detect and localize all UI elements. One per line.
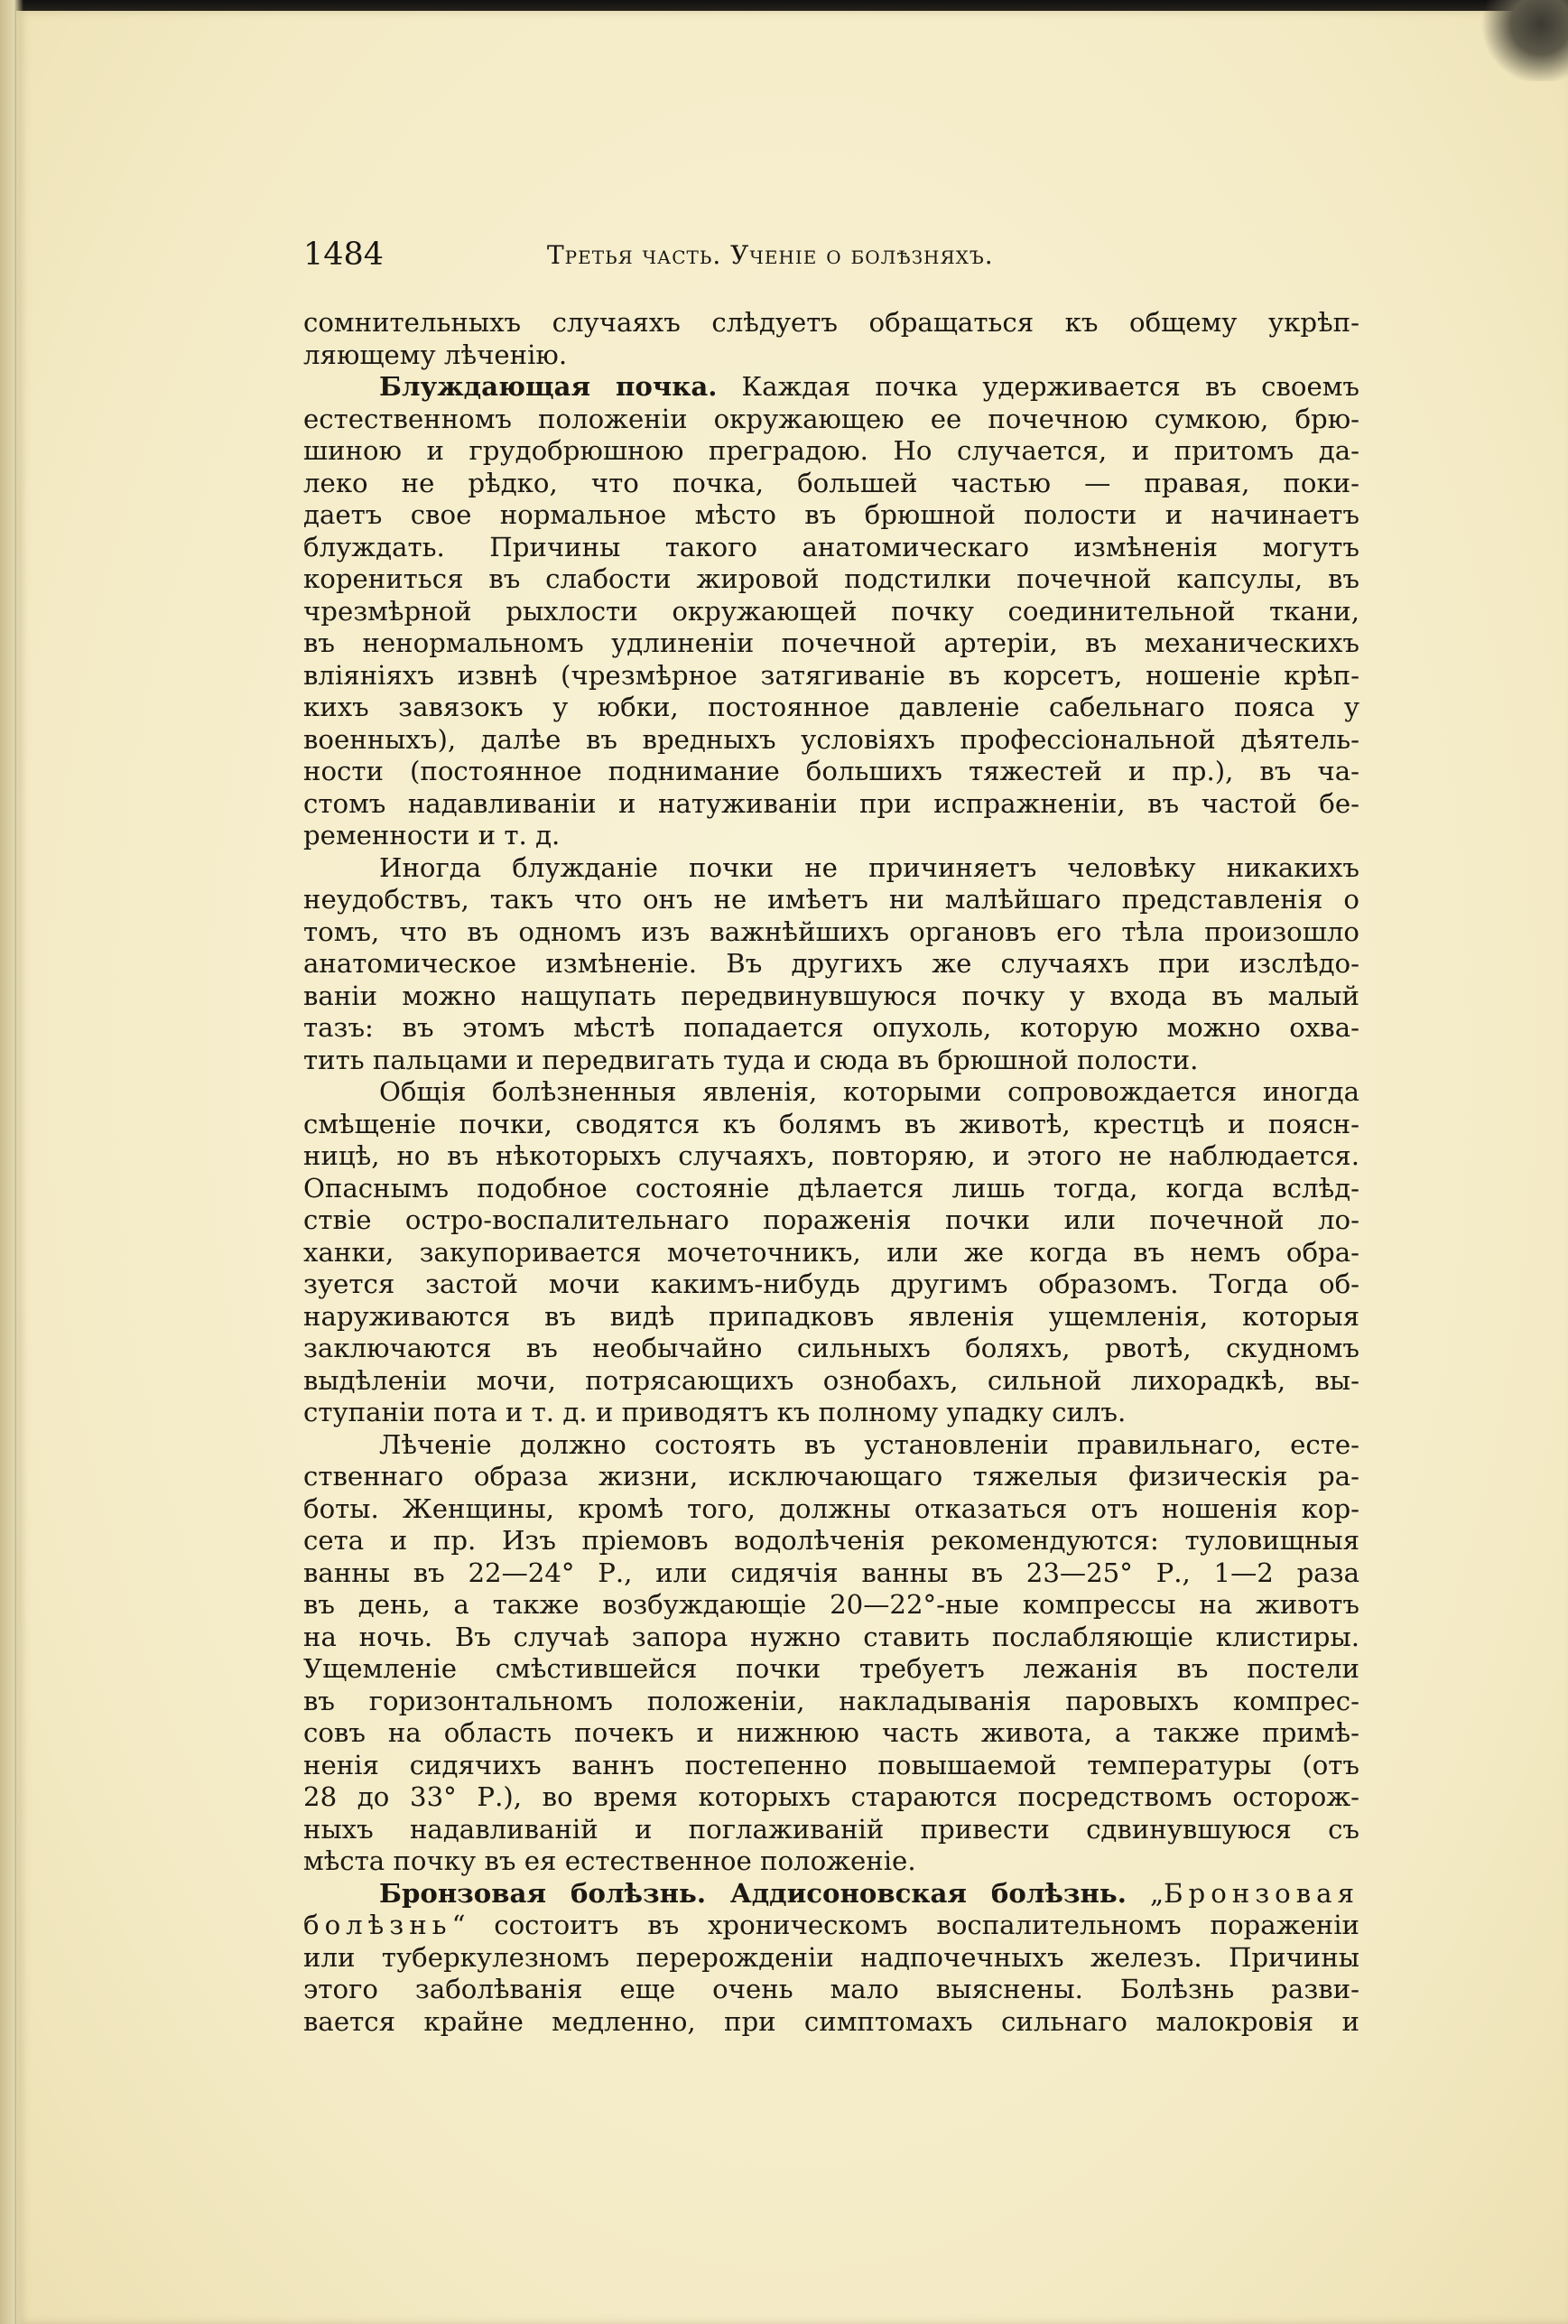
text-line: вается крайне медленно, при симптомахъ сильнаго малокровія и: [303, 2005, 1359, 2037]
page-header: [303, 231, 1369, 278]
text-line: ненія сидячихъ ваннъ постепенно повышаемой температуры (отъ: [303, 1749, 1359, 1780]
section-heading-line: Бронзовая болѣзнь. Аддисоновская болѣзнь. „Бронзовая: [379, 1877, 1359, 1909]
text-line: ныхъ надавливаній и поглаживаній привести сдвинувшуюся съ: [303, 1813, 1359, 1845]
section-heading-bronze-disease: Бронзовая болѣзнь. Аддисоновская болѣзнь.: [379, 1877, 1127, 1909]
text-line: ступаніи пота и т. д. и приводятъ къ полному упадку силъ.: [303, 1397, 1127, 1427]
text-line: въ горизонтальномъ положеніи, накладыванія паровыхъ компрес-: [303, 1685, 1359, 1716]
text-line: 28 до 33° Р.), во время которыхъ стараются посредствомъ осторож-: [303, 1781, 1359, 1812]
text-line: естественномъ положеніи окружающею ее почечною сумкою, брю-: [303, 403, 1359, 434]
text-line: Опаснымъ подобное состояніе дѣлается лишь тогда, когда вслѣд-: [303, 1172, 1359, 1204]
text-line: томъ, что въ одномъ изъ важнѣйшихъ органовъ его тѣла произошло: [303, 916, 1359, 947]
section-heading-wandering-kidney: Блуждающая почка.: [379, 371, 718, 402]
text-line: блуждать. Причины такого анатомическаго измѣненія могутъ: [303, 531, 1359, 562]
text-line: ванны въ 22—24° Р., или сидячія ванны въ 23—25° Р., 1—2 раза: [303, 1557, 1359, 1588]
text-line: зуется застой мочи какимъ-нибудь другимъ образомъ. Тогда об-: [303, 1269, 1359, 1299]
text-line: сета и пр. Изъ пріемовъ водолѣченія рекомендуются: туловищныя: [303, 1525, 1359, 1556]
text-line: ности (постоянное поднимание большихъ тяжестей и пр.), въ ча-: [303, 756, 1359, 786]
text-line: вліяніяхъ извнѣ (чрезмѣрное затягиваніе въ корсетъ, ношеніе крѣп-: [303, 659, 1359, 691]
text-line: Ущемленіе смѣстившейся почки требуетъ лежанія въ постели: [303, 1653, 1359, 1684]
text-line: наруживаются въ видѣ припадковъ явленія ущемленія, которыя: [303, 1300, 1359, 1332]
text-line: тить пальцами и передвигать туда и сюда въ брюшной полости.: [303, 1044, 1199, 1075]
text-line: Общія болѣзненныя явленія, которыми сопровождается иногда: [379, 1076, 1359, 1107]
text-line: даетъ свое нормальное мѣсто въ брюшной полости и начинаетъ: [303, 499, 1359, 530]
text-line: анатомическое измѣненіе. Въ другихъ же случаяхъ при изслѣдо-: [303, 948, 1359, 979]
text-line: корениться въ слабости жировой подстилки почечной капсулы, въ: [303, 563, 1359, 594]
text-line: мѣста почку въ ея естественное положеніе.: [303, 1845, 916, 1876]
corner-tab-decoration: [1478, 0, 1568, 81]
section-heading-line: Блуждающая почка. Каждая почка удерживается въ своемъ: [379, 371, 1359, 402]
text-line: въ день, а также возбуждающіе 20—22°-ные компрессы на животъ: [303, 1589, 1359, 1620]
text-line: на ночь. Въ случаѣ запора нужно ставить послабляющіе клистиры.: [303, 1621, 1359, 1652]
text-line: этого заболѣванія еще очень мало выяснены. Болѣзнь разви-: [303, 1974, 1359, 2004]
text-line: совъ на область почекъ и нижнюю часть живота, а также примѣ-: [303, 1717, 1359, 1748]
text-line: шиною и грудобрюшною преградою. Но случается, и притомъ да-: [303, 435, 1359, 466]
text-line: неудобствъ, такъ что онъ не имѣетъ ни малѣйшаго представленія о: [303, 884, 1359, 915]
running-head: Третья часть. Ученіе о болѣзняхъ.: [547, 240, 994, 270]
body-text: [303, 307, 1359, 2038]
text-line: боты. Женщины, кромѣ того, должны отказаться отъ ношенія кор-: [303, 1492, 1359, 1524]
text-line: въ ненормальномъ удлиненіи почечной артеріи, въ механическихъ: [303, 627, 1359, 658]
text-line: кихъ завязокъ у юбки, постоянное давленіе сабельнаго пояса у: [303, 692, 1359, 722]
text-line: заключаются въ необычайно сильныхъ боляхъ, рвотѣ, скудномъ: [303, 1333, 1359, 1363]
text-line: выдѣленіи мочи, потрясающихъ ознобахъ, сильной лихорадкѣ, вы-: [303, 1364, 1359, 1396]
text-line: ханки, закупоривается мочеточникъ, или же когда въ немъ обра-: [303, 1236, 1359, 1268]
text-line: Лѣченіе должно состоять въ установленіи правильнаго, есте-: [379, 1428, 1359, 1460]
page-number: 1484: [303, 237, 385, 273]
text-line: ваніи можно нащупать передвинувшуюся почку у входа въ малый: [303, 980, 1359, 1011]
text-line: Иногда блужданіе почки не причиняетъ человѣку никакихъ: [379, 851, 1359, 883]
text-line: смѣщеніе почки, сводятся къ болямъ въ животѣ, крестцѣ и поясн-: [303, 1108, 1359, 1139]
text-line: ственнаго образа жизни, исключающаго тяжелыя физическія ра-: [303, 1461, 1359, 1492]
text-line: ницѣ, но въ нѣкоторыхъ случаяхъ, повторяю, и этого не наблюдается.: [303, 1140, 1359, 1171]
page-binding-edge: [0, 0, 23, 2324]
text-line: ляющему лѣченію.: [303, 339, 568, 370]
text-line: ствіе остро-воспалительнаго пораженія почки или почечной ло-: [303, 1204, 1359, 1235]
text-line: чрезмѣрной рыхлости окружающей почку соединительной ткани,: [303, 595, 1359, 627]
text-line: сомнительныхъ случаяхъ слѣдуетъ обращаться къ общему укрѣп-: [303, 307, 1359, 338]
text-line: леко не рѣдко, что почка, большей частью — правая, поки-: [303, 467, 1359, 498]
text-line: ременности и т. д.: [303, 820, 561, 851]
text-line: военныхъ), далѣе въ вредныхъ условіяхъ профессіональной дѣятель-: [303, 723, 1359, 755]
text-line: стомъ надавливаніи и натуживаніи при испражненіи, въ частой бе-: [303, 787, 1359, 819]
text-line: или туберкулезномъ перерожденіи надпочечныхъ железъ. Причины: [303, 1941, 1359, 1973]
text-line: тазъ: въ этомъ мѣстѣ попадается опухоль, которую можно охва-: [303, 1012, 1359, 1043]
text-line: болѣзнь“ состоитъ въ хроническомъ воспалительномъ пораженіи: [303, 1910, 1359, 1940]
